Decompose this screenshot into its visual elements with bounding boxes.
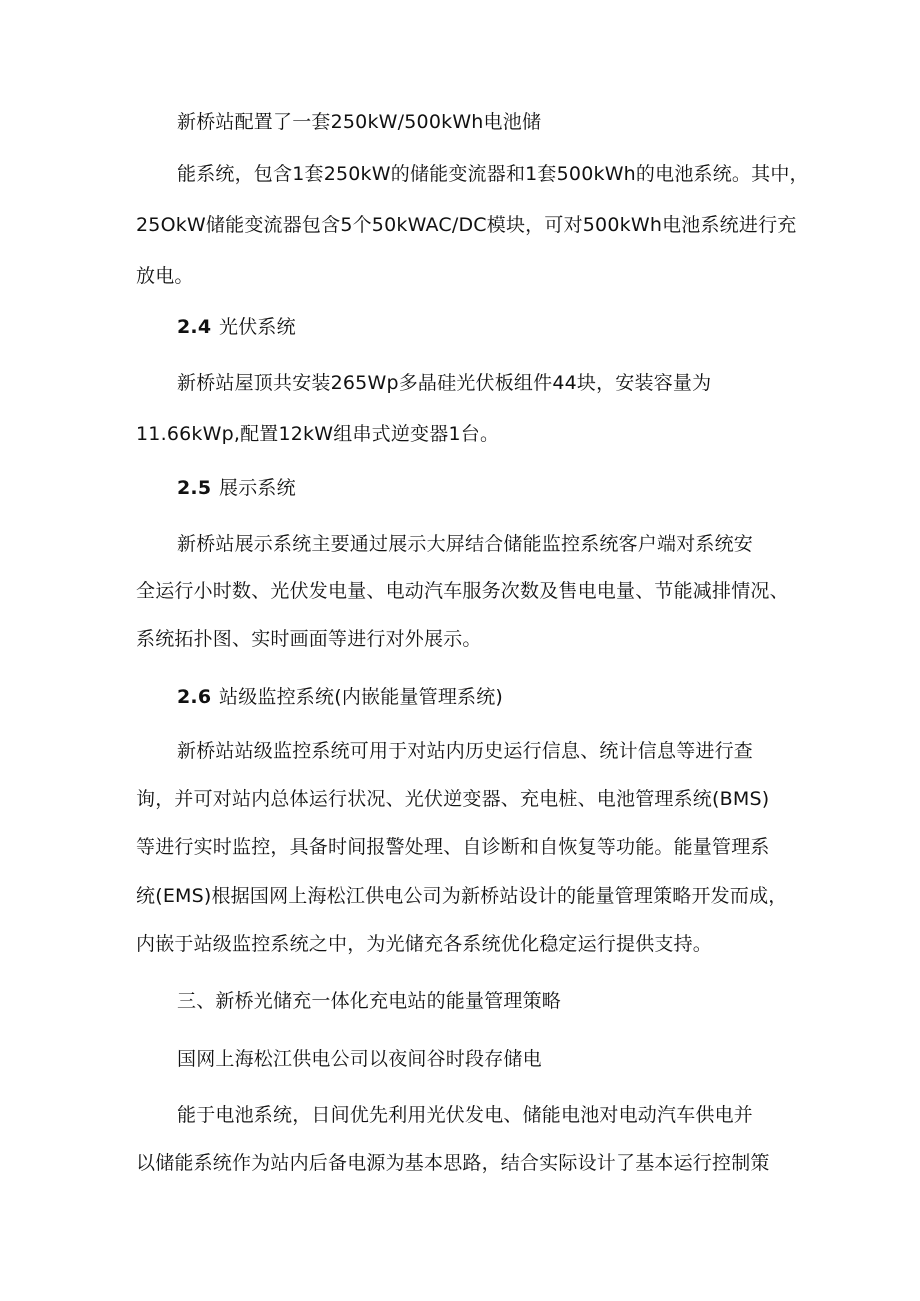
- paragraph-line: 新桥站屋顶共安装265Wp多晶硅光伏板组件44块，安装容量为: [177, 372, 712, 394]
- paragraph-line: 全运行小时数、光伏发电量、电动汽车服务次数及售电电量、节能减排情况、: [136, 580, 789, 602]
- heading-number: 2.4: [177, 316, 212, 338]
- paragraph-line: 11.66kWp,配置12kW组串式逆变器1台。: [136, 423, 500, 445]
- heading-title: 站级监控系统(内嵌能量管理系统): [219, 686, 504, 708]
- paragraph-line: 内嵌于站级监控系统之中，为光储充各系统优化稳定运行提供支持。: [136, 933, 713, 955]
- paragraph-line: 新桥站站级监控系统可用于对站内历史运行信息、统计信息等进行查: [177, 740, 754, 762]
- section-heading-2-4: [177, 313, 837, 341]
- section-heading-3: 三、新桥光储充一体化充电站的能量管理策略: [177, 990, 562, 1012]
- section-heading-2-6: [177, 683, 837, 711]
- heading-number: 2.6: [177, 686, 212, 708]
- paragraph-line: 询，并可对站内总体运行状况、光伏逆变器、充电桩、电池管理系统(BMS): [136, 788, 770, 810]
- heading-title: 展示系统: [219, 477, 296, 499]
- paragraph-line: 能于电池系统，日间优先利用光伏发电、储能电池对电动汽车供电并: [177, 1104, 754, 1126]
- paragraph-line: 放电。: [136, 265, 194, 287]
- paragraph-line: 系统拓扑图、实时画面等进行对外展示。: [136, 628, 482, 650]
- section-heading-2-5: [177, 474, 837, 502]
- paragraph-line: 25OkW储能变流器包含5个50kWAC/DC模块，可对500kWh电池系统进行充: [136, 214, 797, 236]
- paragraph-line: 新桥站展示系统主要通过展示大屏结合储能监控系统客户端对系统安: [177, 533, 754, 555]
- paragraph-line: 能系统，包含1套250kW的储能变流器和1套500kWh的电池系统。其中，: [177, 163, 809, 185]
- paragraph-line: 国网上海松江供电公司以夜间谷时段存储电: [177, 1048, 542, 1070]
- paragraph-line: 以储能系统作为站内后备电源为基本思路，结合实际设计了基本运行控制策: [136, 1152, 770, 1174]
- paragraph-line: 统(EMS)根据国网上海松江供电公司为新桥站设计的能量管理策略开发而成，: [136, 885, 788, 907]
- heading-title: 光伏系统: [219, 316, 296, 338]
- paragraph-line: 新桥站配置了一套250kW/500kWh电池储: [177, 111, 542, 133]
- paragraph-line: 等进行实时监控，具备时间报警处理、自诊断和自恢复等功能。能量管理系: [136, 836, 770, 858]
- heading-number: 2.5: [177, 477, 212, 499]
